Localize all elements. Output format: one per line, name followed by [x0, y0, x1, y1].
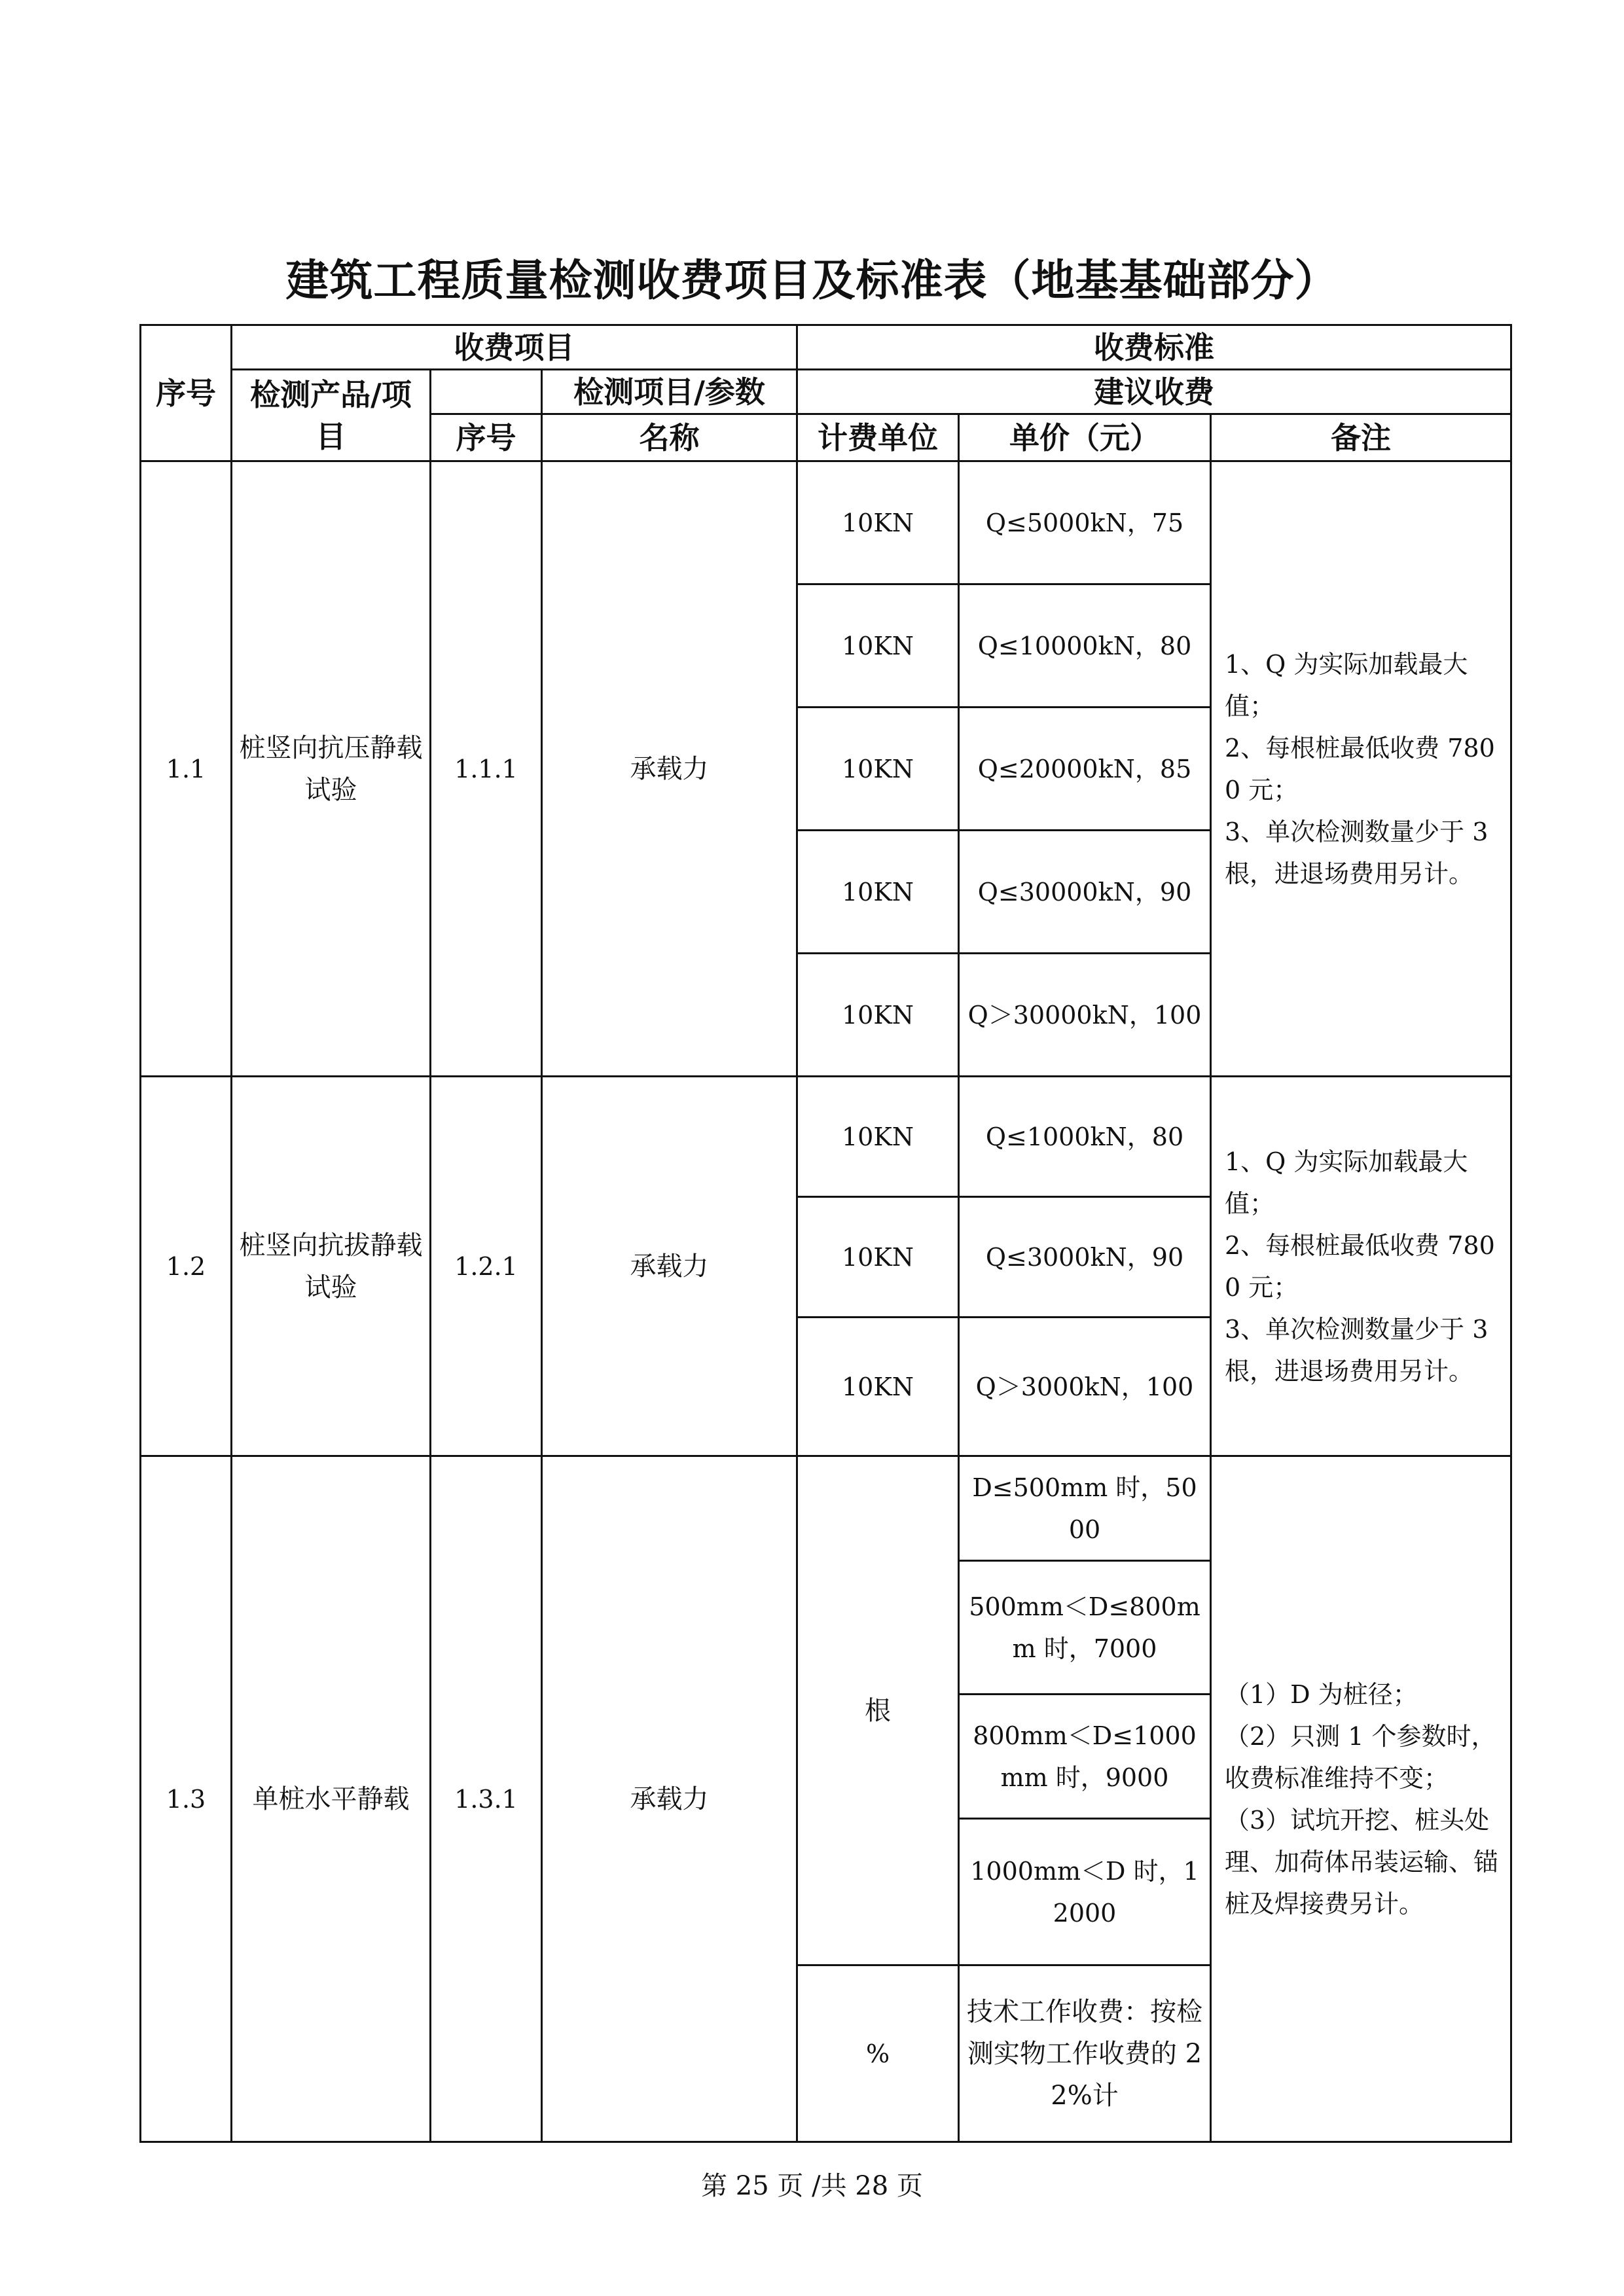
row-price: Q≤3000kN，90 — [959, 1197, 1211, 1318]
row-price: 技术工作收费：按检测实物工作收费的 22%计 — [959, 1965, 1211, 2142]
header-product: 检测产品/项目 — [232, 370, 431, 461]
header-row-2 — [141, 370, 1511, 414]
row-seq: 1.2 — [141, 1077, 232, 1456]
row-price: Q≤5000kN，75 — [959, 461, 1211, 584]
row-unit: 10KN — [797, 954, 959, 1077]
row-seq: 1.3 — [141, 1456, 232, 2142]
row-sub-seq: 1.1.1 — [431, 461, 542, 1077]
row-price: D≤500mm 时，5000 — [959, 1456, 1211, 1561]
row-price: 1000mm＜D 时，12000 — [959, 1819, 1211, 1965]
row-unit: 10KN — [797, 708, 959, 831]
page-number: 第 25 页 /共 28 页 — [701, 2171, 923, 2201]
header-suggested-fee: 建议收费 — [797, 370, 1511, 414]
row-name: 承载力 — [542, 1077, 797, 1456]
table-row — [141, 1077, 1511, 1197]
remark-line: 3、单次检测数量少于 3 根，进退场费用另计。 — [1225, 1314, 1489, 1386]
row-price: Q＞30000kN，100 — [959, 954, 1211, 1077]
row-name: 承载力 — [542, 1456, 797, 2142]
row-product: 桩竖向抗压静载试验 — [232, 461, 431, 1077]
row-seq: 1.1 — [141, 461, 232, 1077]
header-charge-items: 收费项目 — [232, 325, 797, 370]
row-remark — [1211, 1456, 1511, 2142]
row-price: Q≤30000kN，90 — [959, 831, 1211, 954]
remark-line: 1、Q 为实际加载最大值； — [1225, 1147, 1468, 1218]
row-sub-seq: 1.3.1 — [431, 1456, 542, 2142]
row-unit: 10KN — [797, 1318, 959, 1456]
row-unit: 10KN — [797, 584, 959, 708]
table-row — [141, 461, 1511, 584]
header-sub-seq: 序号 — [431, 414, 542, 461]
remark-line: 2、每根桩最低收费 7800 元； — [1225, 1230, 1495, 1302]
header-blank-cell — [431, 370, 542, 414]
row-price: Q≤1000kN，80 — [959, 1077, 1211, 1197]
row-sub-seq: 1.2.1 — [431, 1077, 542, 1456]
row-remark — [1211, 1077, 1511, 1456]
remark-line: （1）D 为桩径； — [1225, 1679, 1418, 1709]
row-name: 承载力 — [542, 461, 797, 1077]
header-price: 单价（元） — [959, 414, 1211, 461]
remark-line: 1、Q 为实际加载最大值； — [1225, 649, 1468, 721]
header-row-1 — [141, 325, 1511, 370]
row-unit: 根 — [797, 1456, 959, 1965]
fee-standard-table — [139, 324, 1512, 2143]
row-product: 桩竖向抗拔静载试验 — [232, 1077, 431, 1456]
header-name: 名称 — [542, 414, 797, 461]
row-price: 800mm＜D≤1000mm 时，9000 — [959, 1695, 1211, 1819]
remark-line: 3、单次检测数量少于 3 根，进退场费用另计。 — [1225, 817, 1489, 888]
row-unit: % — [797, 1965, 959, 2142]
table-row — [141, 1456, 1511, 1561]
row-unit: 10KN — [797, 1197, 959, 1318]
row-price: Q≤20000kN，85 — [959, 708, 1211, 831]
page-title: 建筑工程质量检测收费项目及标准表（地基基础部分） — [285, 255, 1339, 306]
row-unit: 10KN — [797, 461, 959, 584]
row-unit: 10KN — [797, 1077, 959, 1197]
row-remark — [1211, 461, 1511, 1077]
row-price: Q≤10000kN，80 — [959, 584, 1211, 708]
header-remark: 备注 — [1211, 414, 1511, 461]
header-charge-standard: 收费标准 — [797, 325, 1511, 370]
header-unit: 计费单位 — [797, 414, 959, 461]
remark-line: （2）只测 1 个参数时，收费标准维持不变； — [1225, 1721, 1496, 1793]
remark-line: （3）试坑开挖、桩头处理、加荷体吊装运输、锚桩及焊接费另计。 — [1225, 1805, 1499, 1918]
header-test-param: 检测项目/参数 — [542, 370, 797, 414]
row-product: 单桩水平静载 — [232, 1456, 431, 2142]
row-price: 500mm＜D≤800mm 时，7000 — [959, 1561, 1211, 1695]
header-seq: 序号 — [141, 325, 232, 461]
remark-line: 2、每根桩最低收费 7800 元； — [1225, 733, 1495, 804]
row-unit: 10KN — [797, 831, 959, 954]
row-price: Q＞3000kN，100 — [959, 1318, 1211, 1456]
